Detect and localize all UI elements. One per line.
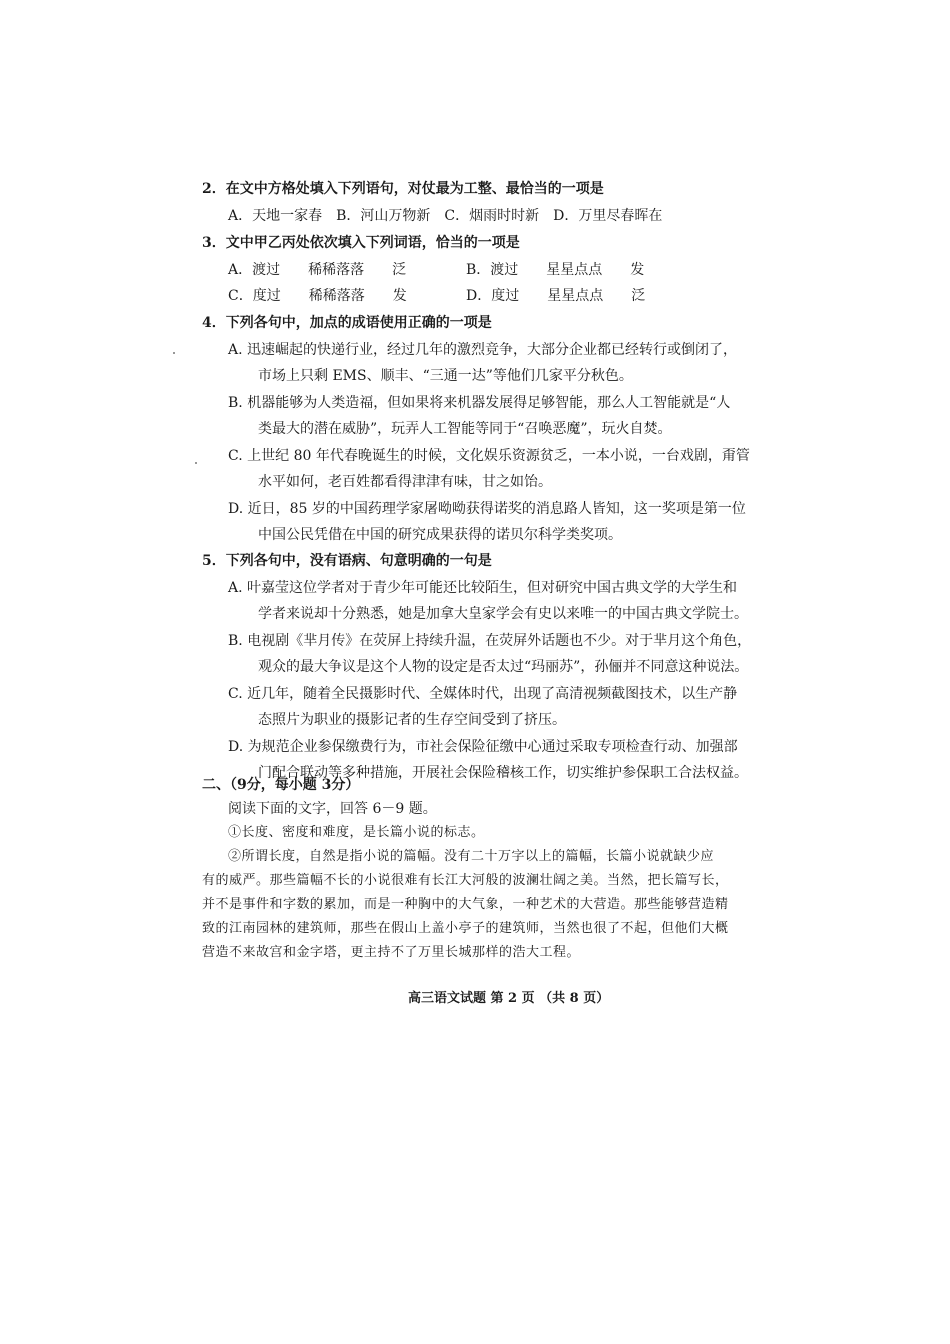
question-5-option-d-line2: 门配合联动等多种措施，开展社会保险稽核工作，切实维护参保职工合法权益。 bbox=[258, 765, 748, 781]
question-5-option-b-line1: B. 电视剧《芈月传》在荧屏上持续升温，在荧屏外话题也不少。对于芈月这个角色， bbox=[228, 633, 752, 649]
question-4-option-c-line1: C. 上世纪 80 年代春晚诞生的时候，文化娱乐资源贫乏，一本小说，一台戏剧，甭管 bbox=[228, 448, 750, 464]
question-2-stem: 2．在文中方格处填入下列语句，对仗最为工整、最恰当的一项是 bbox=[202, 181, 604, 197]
question-4-option-c-line2: 水平如何，老百姓都看得津津有味，甘之如饴。 bbox=[258, 474, 552, 490]
question-4-option-b-line2: 类最大的潜在威胁”，玩弄人工智能等同于“召唤恶魔”，玩火自焚。 bbox=[258, 421, 672, 437]
section-2-instruction: 阅读下面的文字，回答 6－9 题。 bbox=[228, 801, 437, 817]
question-3-option-c: C．度过 稀稀落落 发 bbox=[228, 288, 407, 304]
question-3-option-b: B．渡过 星星点点 发 bbox=[466, 262, 645, 278]
question-4-stem: 4．下列各句中，加点的成语使用正确的一项是 bbox=[202, 315, 492, 331]
question-4-option-a-line1: A. 迅速崛起的快递行业，经过几年的激烈竞争，大部分企业都已经转行或倒闭了， bbox=[228, 342, 738, 358]
question-3-option-d: D．度过 星星点点 泛 bbox=[466, 288, 646, 304]
passage-paragraph-2-line3: 并不是事件和字数的累加，而是一种胸中的大气象，一种艺术的大营造。那些能够营造精 bbox=[202, 897, 729, 912]
scan-speck bbox=[173, 352, 175, 354]
question-5-option-d-line1: D. 为规范企业参保缴费行为，市社会保险征缴中心通过采取专项检查行动、加强部 bbox=[228, 739, 738, 755]
passage-paragraph-2-line4: 致的江南园林的建筑师，那些在假山上盖小亭子的建筑师，当然也很了不起，但他们大概 bbox=[202, 921, 729, 936]
passage-paragraph-1: ①长度、密度和难度，是长篇小说的标志。 bbox=[228, 825, 485, 840]
question-4-option-d-line2: 中国公民凭借在中国的研究成果获得的诺贝尔科学类奖项。 bbox=[258, 527, 622, 543]
question-5-option-c-line2: 态照片为职业的摄影记者的生存空间受到了挤压。 bbox=[258, 712, 566, 728]
question-5-option-b-line2: 观众的最大争议是这个人物的设定是否太过“玛丽苏”，孙俪并不同意这种说法。 bbox=[258, 659, 749, 675]
scan-speck bbox=[195, 462, 197, 464]
question-4-option-d-line1: D. 近日，85 岁的中国药理学家屠呦呦获得诺奖的消息路人皆知，这一奖项是第一位 bbox=[228, 501, 746, 517]
question-3-stem: 3．文中甲乙丙处依次填入下列词语，恰当的一项是 bbox=[202, 235, 520, 251]
question-2-options: A．天地一家春 B．河山万物新 C．烟雨时时新 D．万里尽春晖在 bbox=[228, 208, 663, 224]
question-5-option-a-line1: A. 叶嘉莹这位学者对于青少年可能还比较陌生，但对研究中国古典文学的大学生和 bbox=[228, 580, 738, 596]
passage-paragraph-2-line2: 有的威严。那些篇幅不长的小说很难有长江大河般的波澜壮阔之美。当然，把长篇写长， bbox=[202, 873, 729, 888]
question-5-option-a-line2: 学者来说却十分熟悉，她是加拿大皇家学会有史以来唯一的中国古典文学院士。 bbox=[258, 606, 748, 622]
section-2-heading: 二、（9分，每小题 3分） bbox=[202, 777, 360, 793]
passage-paragraph-2-line5: 营造不来故宫和金字塔，更主持不了万里长城那样的浩大工程。 bbox=[202, 945, 581, 960]
passage-paragraph-2-line1: ②所谓长度，自然是指小说的篇幅。没有二十万字以上的篇幅，长篇小说就缺少应 bbox=[228, 849, 715, 864]
question-5-stem: 5．下列各句中，没有语病、句意明确的一句是 bbox=[202, 553, 492, 569]
question-4-option-a-line2: 市场上只剩 EMS、顺丰、“三通一达”等他们几家平分秋色。 bbox=[258, 368, 633, 384]
question-3-option-a: A．渡过 稀稀落落 泛 bbox=[228, 262, 407, 278]
page-footer: 高三语文试题 第 2 页 （共 8 页） bbox=[408, 991, 610, 1006]
question-5-option-c-line1: C. 近几年，随着全民摄影时代、全媒体时代，出现了高清视频截图技术，以生产静 bbox=[228, 686, 738, 702]
question-4-option-b-line1: B. 机器能够为人类造福，但如果将来机器发展得足够智能，那么人工智能就是“人 bbox=[228, 395, 731, 411]
